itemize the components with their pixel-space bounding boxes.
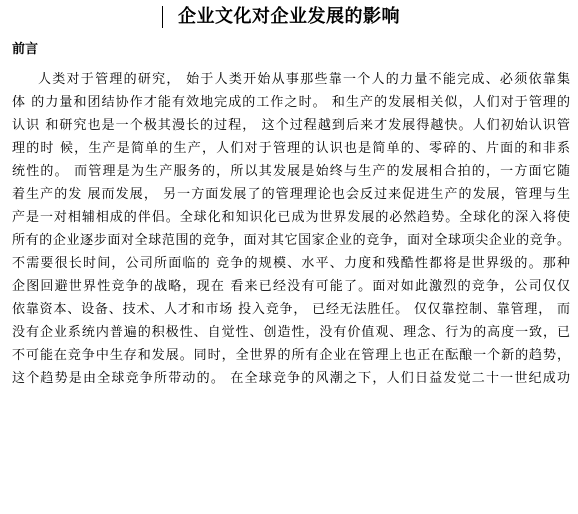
text-line[interactable]: 产是一对相辅相成的伴侣。全球化和知识化已成为世界发展的必然趋势。全球化的深入将使 bbox=[12, 210, 570, 225]
text-line[interactable]: 统性的。 而管理是为生产服务的，所以其发展是始终与生产的发展相合拍的，一方面它随 bbox=[12, 164, 570, 179]
text-line[interactable]: 企图回避世界性竞争的战略，现在 看来已经没有可能了。面对如此激烈的竞争，公司仅仅 bbox=[12, 279, 570, 294]
document-title[interactable]: 企业文化对企业发展的影响 bbox=[178, 6, 400, 27]
text-line[interactable]: 认识 和研究也是一个极其漫长的过程， 这个过程越到后来才发展得越快。人们初始认识管 bbox=[12, 118, 570, 133]
text-line[interactable]: 这个趋势是由全球竞争所带动的。 在全球竞争的风潮之下，人们日益发觉二十一世纪成功 bbox=[12, 371, 570, 386]
text-line[interactable]: 所有的企业逐步面对全球范围的竞争，面对其它国家企业的竞争，面对全球项尖企业的竞争。 bbox=[12, 233, 570, 248]
text-line[interactable]: 人类对于管理的研究， 始于人类开始从事那些靠一个人的力量不能完成、必须依靠集 bbox=[38, 72, 570, 87]
text-line[interactable]: 理的时 候，生产是简单的生产，人们对于管理的认识也是简单的、零碎的、片面的和非系 bbox=[12, 141, 570, 156]
text-line[interactable]: 依靠资本、设备、技术、人才和市场 投入竞争， 已经无法胜任。 仅仅靠控制、靠管理， 而 bbox=[12, 302, 570, 317]
text-line[interactable]: 着生产的发 展而发展， 另一方面发展了的管理理论也会反过来促进生产的发展，管理与生 bbox=[12, 187, 570, 202]
text-line[interactable]: 不可能在竞争中生存和发展。同时，全世界的所有企业在管理上也正在酝酿一个新的趋势， bbox=[12, 348, 570, 363]
document-body[interactable] bbox=[12, 68, 570, 390]
text-line[interactable]: 没有企业系统内普遍的积极性、自觉性、创造性，没有价值观、理念、行为的高度一致，已 bbox=[12, 325, 570, 340]
text-line[interactable]: 体 的力量和团结协作才能有效地完成的工作之时。 和生产的发展相关似，人们对于管理的 bbox=[12, 95, 570, 110]
text-line[interactable]: 不需要很长时间，公司所面临的 竞争的规模、水平、力度和残酷性都将是世界级的。那种 bbox=[12, 256, 570, 271]
section-heading[interactable]: 前言 bbox=[12, 42, 39, 57]
